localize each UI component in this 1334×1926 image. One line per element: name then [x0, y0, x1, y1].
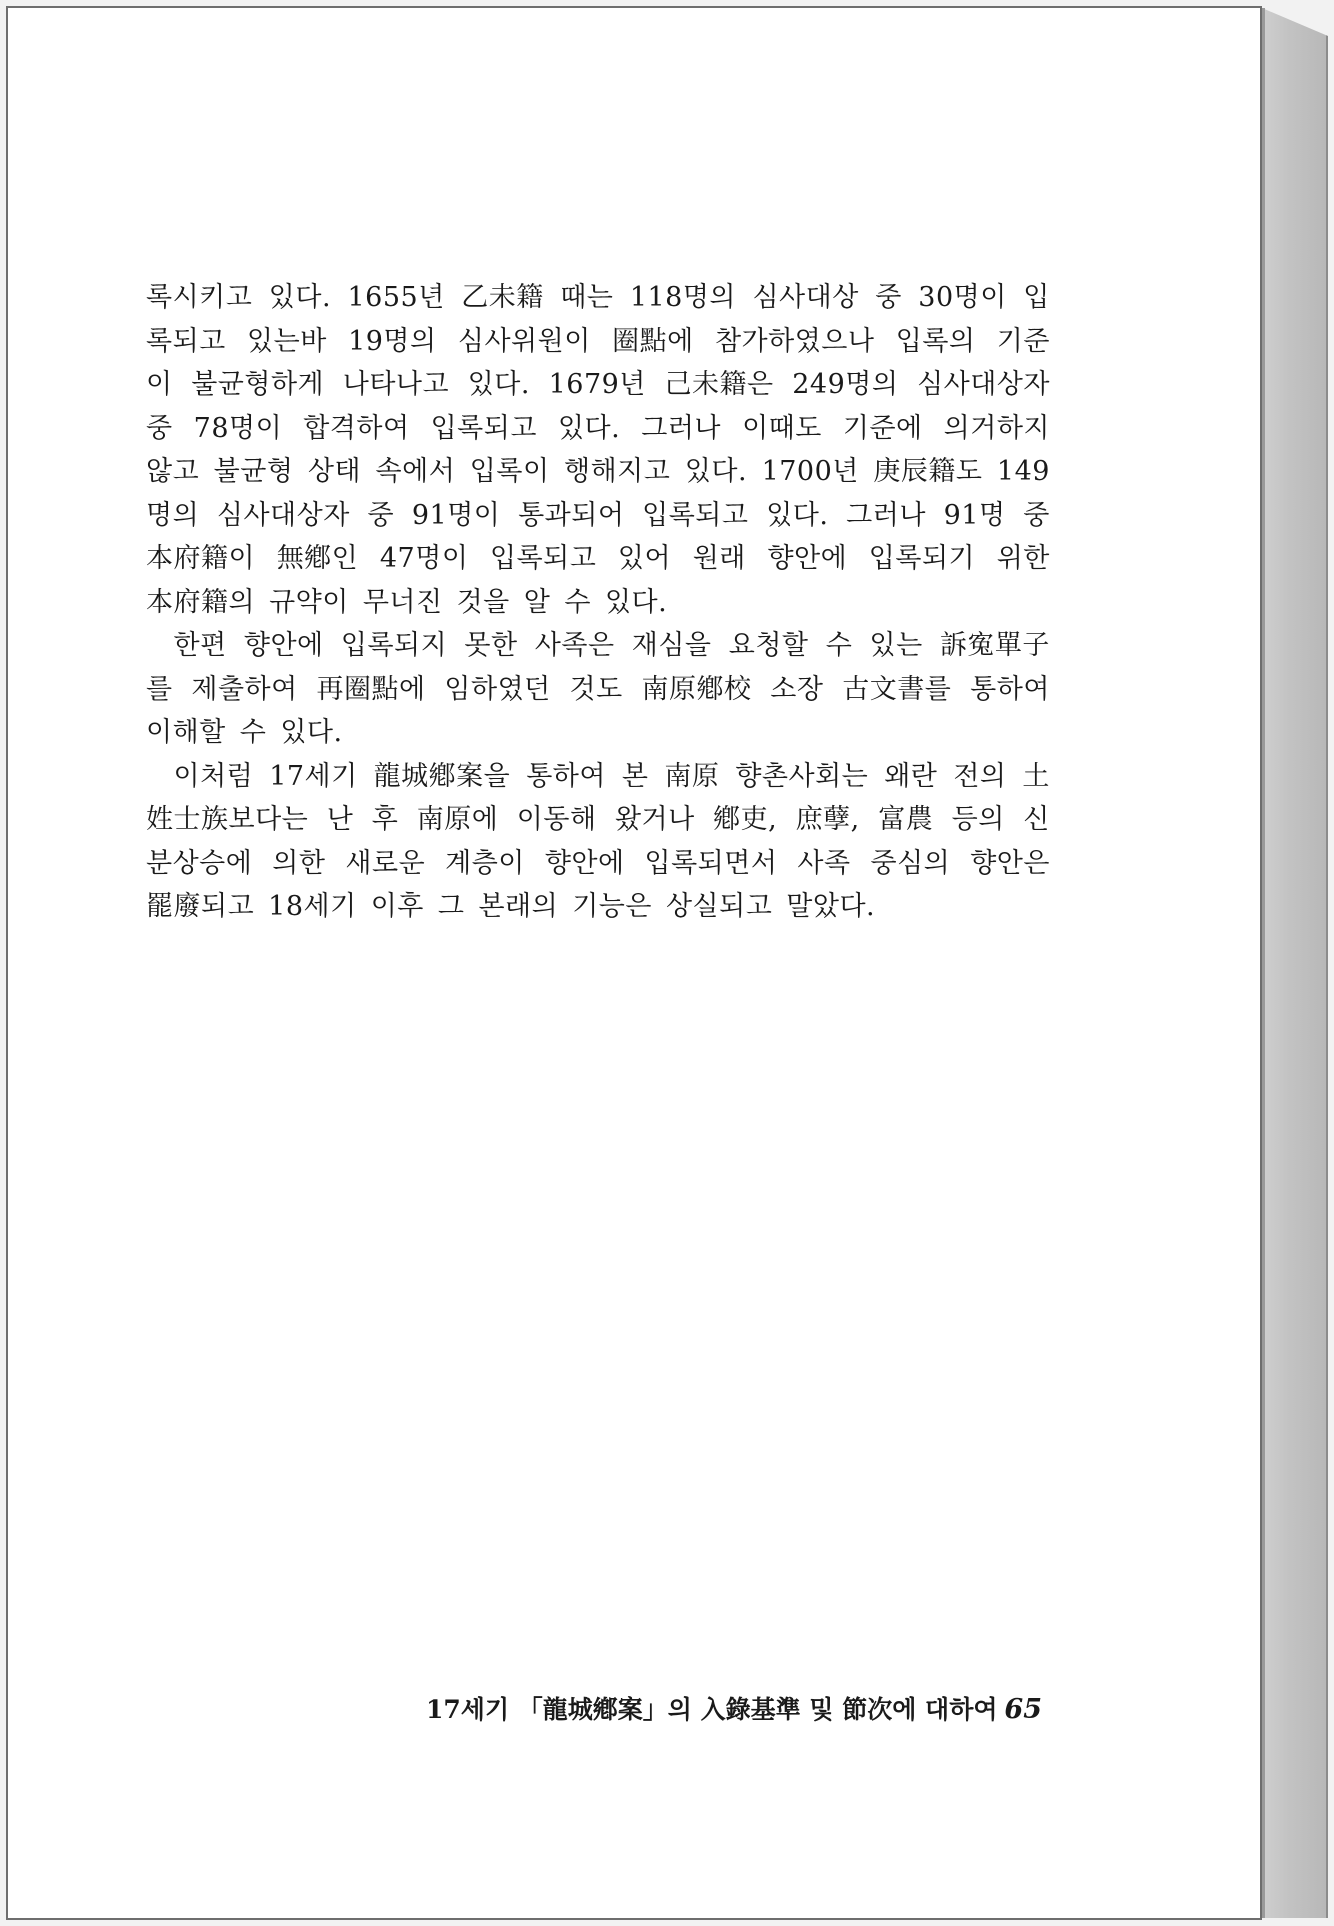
word: 후: [371, 804, 399, 835]
word: 있다.: [467, 369, 530, 400]
word: 姓士族보다는: [146, 804, 309, 835]
word: 本府籍의: [146, 586, 256, 618]
word: 향안은: [970, 847, 1050, 879]
word: 입록되기: [868, 543, 976, 574]
word: 있다.: [280, 717, 343, 748]
word: 이후: [370, 891, 424, 922]
word: 참가하였으나: [714, 325, 875, 357]
word: 本府籍이: [146, 543, 256, 574]
word: 심사대상자: [917, 369, 1050, 400]
word: 기준에: [842, 412, 923, 444]
word: 南原鄕校: [641, 673, 752, 705]
page-number: 65: [1004, 1694, 1042, 1725]
word: 중: [1023, 499, 1050, 531]
word: 왔거나: [614, 804, 695, 835]
word: 입록되지: [340, 630, 448, 661]
word: 소장: [770, 673, 824, 705]
word: 중: [875, 282, 902, 313]
word: 1655년: [347, 282, 445, 313]
word: 그러나: [846, 499, 926, 531]
word: 통하여: [970, 673, 1050, 705]
word: 己未籍은: [664, 369, 774, 400]
text-line: [146, 320, 1050, 364]
text-line: [146, 537, 1050, 581]
word: 再圈點에: [316, 673, 426, 705]
word: 요청할: [728, 630, 809, 661]
word: 왜란: [884, 760, 938, 792]
text-line: [146, 755, 1050, 799]
word: 못한: [464, 630, 518, 661]
word: 난: [326, 804, 354, 835]
word: 사족: [797, 847, 851, 879]
word: 중심의: [870, 847, 951, 879]
word: 록시키고: [146, 282, 253, 313]
word: 수: [825, 630, 853, 661]
text-line: [146, 494, 1050, 538]
word: 향촌사회는: [735, 760, 869, 792]
book-spine-edge: [1262, 8, 1328, 1918]
word: 있는바: [247, 325, 327, 357]
word: 입록되고: [430, 412, 537, 444]
word: 향안에: [544, 847, 625, 879]
running-footer: [426, 1690, 1042, 1726]
word: 있어: [617, 543, 672, 574]
text-line: [146, 581, 1050, 625]
text-line: [146, 276, 1050, 320]
word: 罷廢되고: [146, 891, 255, 922]
word: 富農: [878, 804, 934, 835]
word: 제출하여: [191, 673, 298, 705]
word: 중: [146, 412, 173, 444]
word: 91명: [943, 499, 1006, 531]
word: 통과되어: [518, 499, 625, 531]
word: 속에서: [375, 456, 456, 487]
word: 30명이: [918, 282, 1007, 313]
word: 록되고: [146, 325, 226, 357]
word: 않고: [146, 456, 200, 487]
word: 를: [146, 673, 173, 705]
word: 18세기: [268, 891, 357, 922]
word: 재심을: [631, 630, 712, 661]
word: 행해지고: [564, 456, 671, 487]
word: 庶孽,: [795, 804, 860, 835]
word: 있다.: [604, 586, 668, 618]
text-line: [146, 624, 1050, 668]
word: 庚辰籍도: [873, 456, 983, 487]
word: 것을: [456, 586, 510, 618]
word: 이동해: [516, 804, 597, 835]
text-line: [146, 363, 1050, 407]
word: 기준: [996, 325, 1050, 357]
word: 수: [239, 717, 267, 748]
word: 말았다.: [786, 891, 876, 922]
word: 알: [523, 586, 551, 618]
word: 불균형: [213, 456, 294, 487]
body-text: [146, 276, 1050, 929]
word: 명의: [146, 499, 200, 531]
word: 1679년: [548, 369, 646, 400]
word: 249명의: [792, 369, 899, 400]
word: 47명이: [379, 543, 469, 574]
text-line: [146, 450, 1050, 494]
word: 있다.: [766, 499, 829, 531]
text-line: [146, 798, 1050, 842]
word: 수: [564, 586, 591, 618]
word: 의한: [272, 847, 326, 879]
word: 상실되고: [665, 891, 773, 922]
word: 91명이: [411, 499, 501, 531]
word: 입록이: [469, 456, 550, 487]
word: 통하여: [526, 760, 606, 792]
book-spine-line: [1262, 8, 1265, 1918]
word: 위한: [996, 543, 1050, 574]
word: 149: [996, 456, 1050, 487]
text-line: [146, 842, 1050, 886]
word: 南原: [664, 760, 720, 792]
word: 기능은: [572, 891, 652, 922]
word: 입록되고: [642, 499, 749, 531]
word: 상태: [307, 456, 362, 487]
text-line: [146, 885, 1050, 929]
word: 無鄕인: [276, 543, 359, 574]
word: 古文書를: [842, 673, 952, 705]
text-line: [146, 407, 1050, 451]
word: 土: [1022, 760, 1050, 792]
word: 龍城鄕案을: [373, 760, 511, 792]
word: 19명의: [348, 325, 437, 357]
word: 사족은: [534, 630, 615, 661]
word: 때는: [560, 282, 614, 313]
footer-title: 17세기 「龍城鄕案」의 入錄基準 및 節次에 대하여: [426, 1695, 998, 1724]
word: 무너진: [362, 586, 443, 618]
word: 1700년: [761, 456, 859, 487]
word: 향안에: [243, 630, 324, 661]
word: 이: [146, 369, 173, 400]
word: 南原에: [416, 804, 499, 835]
word: 새로운: [345, 847, 426, 879]
word: 이때도: [742, 412, 822, 444]
word: 등의: [951, 804, 1005, 835]
word: 이처럼: [146, 760, 254, 792]
word: 나타나고: [342, 369, 450, 400]
text-line: [146, 711, 1050, 755]
text-line: [146, 668, 1050, 712]
word: 입록의: [895, 325, 976, 357]
word: 것도: [569, 673, 623, 705]
word: 본래의: [478, 891, 559, 922]
word: 계층이: [445, 847, 525, 879]
word: 불균형하게: [191, 369, 325, 400]
word: 임하였던: [444, 673, 551, 705]
word: 본: [621, 760, 649, 792]
word: 118명의: [629, 282, 737, 313]
word: 신: [1023, 804, 1050, 835]
word: 있다.: [557, 412, 621, 444]
word: 원래: [692, 543, 746, 574]
word: 전의: [953, 760, 1007, 792]
word: 그: [437, 891, 465, 922]
word: 있다.: [268, 282, 332, 313]
word: 입: [1023, 282, 1050, 313]
word: 중: [367, 499, 395, 531]
word: 분상승에: [146, 847, 253, 879]
word: 圈點에: [612, 325, 694, 357]
word: 訴寃單子: [939, 630, 1050, 661]
word: 심사대상: [752, 282, 859, 313]
word: 17세기: [269, 760, 358, 792]
word: 입록되면서: [644, 847, 778, 879]
word: 심사위원이: [457, 325, 591, 357]
word: 향안에: [767, 543, 848, 574]
word: 심사대상자: [216, 499, 350, 531]
word: 鄕吏,: [713, 804, 778, 835]
word: 한편: [146, 630, 227, 661]
word: 있는: [869, 630, 923, 661]
word: 의거하지: [943, 412, 1050, 444]
word: 78명이: [193, 412, 283, 444]
word: 있다.: [684, 456, 748, 487]
word: 이해할: [146, 717, 226, 748]
word: 입록되고: [490, 543, 597, 574]
word: 합격하여: [303, 412, 410, 444]
word: 그러나: [641, 412, 722, 444]
word: 규약이: [269, 586, 349, 618]
word: 乙未籍: [461, 282, 544, 313]
